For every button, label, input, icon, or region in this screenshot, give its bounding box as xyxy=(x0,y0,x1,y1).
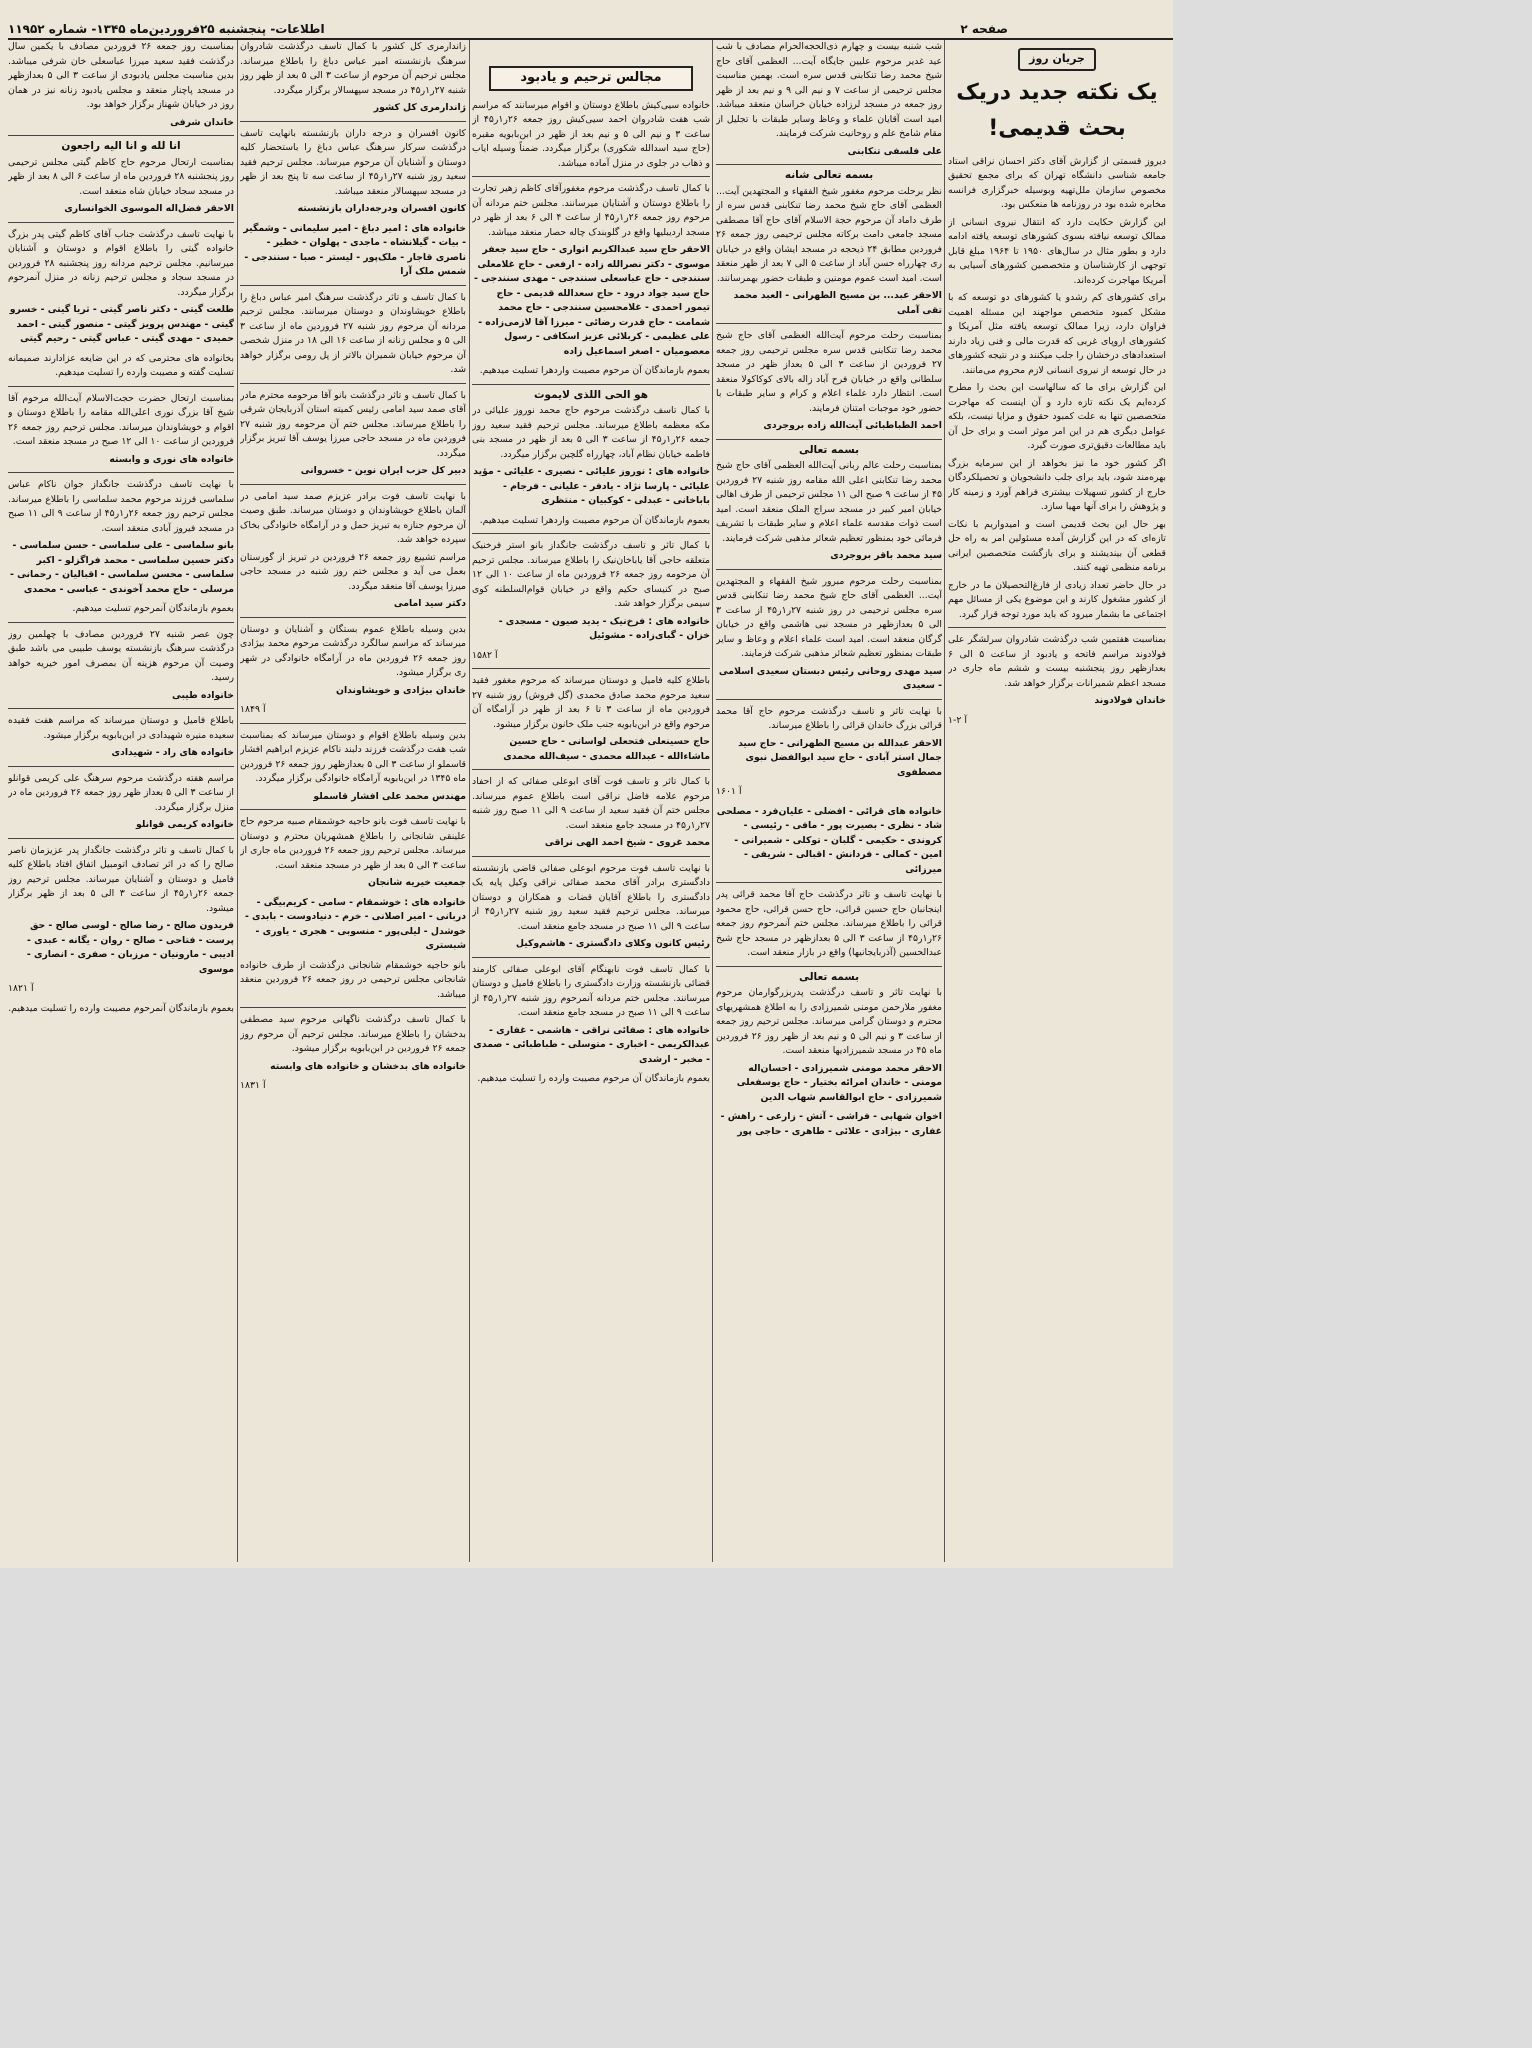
family-names: خانواده های قرائی - افضلی - علیان‌فرد - مصلحی شاد - نظری - بصیرت پور - مافی - رئیسی - کروندی - حکیمی - گلبان - توکلی - شمیرانی - امین - کمالی - فردانش - اقبالی - شریفی - میرزائی xyxy=(716,805,942,875)
notice-divider xyxy=(472,957,710,961)
notice-signature: سید مهدی روحانی رئیس دبستان سعیدی اسلامی - سعیدی xyxy=(718,665,942,691)
notice-divider xyxy=(8,386,234,390)
condolence-note: بعموم بازماندگان آن مرحوم مصیبت وارده را تسلیت میدهیم. xyxy=(477,1073,710,1084)
notice-text: با نهایت تاسف درگذشت جناب آقای کاظم گیتی پدر بزرگ خانواده گیتی را باطلاع اقوام و دوستان و آشنایان میرسانیم. مجلس ترحیم مردانه روز پنجشنبه ۲۸ فروردین در مسجد سجاد و مجلس ترحیم زنانه در منزل آنمرحوم برگزار میگردد. xyxy=(8,228,234,298)
family-names: خانواده های : امیر دباغ - امیر سلیمانی - وشمگیر - بیات - گیلانشاه - ماجدی - پهلوان - خطیر - ناصری قاجار - ملک‌پور - لیستر - صبا - سنندجی - شمس ملک آرا xyxy=(243,222,466,277)
notice-signature: محمد غروی - شیخ احمد الهی نراقی xyxy=(544,837,710,848)
family-names: خانواده های : صفائی نراقی - هاشمی - غفاری - عبدالکریمی - اخباری - متوسلی - طباطبائی - صمدی - مخبر - ارشدی xyxy=(473,1024,710,1065)
family-names: فریدون صالح - رضا صالح - لوسی صالح - حق پرست - فتاحی - صالح - روان - یگانه - عبدی - ادیبی - مارونیان - مرزبان - صفری - انصاری - موسوی xyxy=(26,920,234,975)
notice-signature: الاحقر محمد مومنی شمیرزادی - احسان‌اله مومنی - خاندان امرائه بختیار - حاج یوسفعلی شمیرزادی - حاج ابوالقاسم شهاب الدین xyxy=(736,1062,942,1103)
notice-text: با نهایت تاثر و تاسف درگذشت مرحوم حاج آقا محمد قرائی بزرگ خاندان قرائی را باطلاع میرساند. xyxy=(716,705,942,731)
notice-text: با کمال تاسف و تاثر درگذشت بانو آقا مرحومه محترم مادر آقای صمد سید امامی رئیس کمیته استان آذربایجان شرقی را باطلاع میرساند. مجلس ختم آن مرحومه روز شنبه ۲۷ فروردین ماه در مسجد حاجی میرزا یوسف آقا تبریز برگزار میگردد. xyxy=(240,389,466,459)
notice-divider xyxy=(240,617,466,621)
notice-divider xyxy=(716,569,942,573)
notice-signature: خانواده های بدخشان و خانواده های وابسته xyxy=(270,1060,466,1072)
notice-heading: بسمه تعالی شانه xyxy=(716,164,942,183)
notice-text: بمناسبت رحلت مرحوم مبرور شیخ الفقهاء و المجتهدین آیت... العظمی آقای حاج شیخ محمد رضا تنکابنی قدس سره مجلس ترحیمی در روز شنبه ۲۷ر۱ر۴۵ از ساعت ۳ الی ۵ بعدازظهر در مسجد نبی هاشمی واقع در خیابان گرگان منعقد است. امید است علماء اعلام و وعاظ و سایر طبقات بمنظور تعظیم شعائر مذهبی شرکت فرمایند. xyxy=(716,575,942,659)
notice-signature: الاحقر حاج سید عبدالکریم انواری - حاج سید جعفر موسوی - دکتر نصرالله زاده - ارفعی - حاج غلامعلی سنندجی - حاج عباسعلی سنندجی - مهدی سنندجی - حاج سید جواد درود - حاج سعدالله قدیمی - حاج تیمور احمدی - غلامحسین سنندجی - حاج محمد شمامت - حاج قدرت رضائی - میرزا آقا لازمی‌زاده - علی عظیمی - کربلائی عزیز اسکافی - رسول معصومیان - اصغر اسماعیل زاده xyxy=(474,244,710,357)
family-names: طلعت گیتی - دکتر ناصر گیتی - ثریا گیتی - خسرو گیتی - مهندس پرویز گیتی - منصور گیتی - احمد حمیدی - مهدی گیتی - عباس گیتی - رحیم گیتی xyxy=(9,304,234,344)
notice-signature: کانون افسران ودرجه‌داران بازنشسته xyxy=(297,203,466,214)
notice-divider xyxy=(472,769,710,773)
memorial-notice: بمناسبت هفتمین شب درگذشت شادروان سرلشگر علی فولادوند مراسم فاتحه و یادبود از ساعت ۵ الی ۶ بعدازظهر روز پنجشنبه بیست و ششم ماه جاری در مسجد اعظم شمیرانات برگزار خواهد شد. xyxy=(948,634,1166,689)
notice-text: بمناسبت ارتحال حضرت حجت‌الاسلام آیت‌الله مرحوم آقا شیخ آقا بزرگ نوری اعلی‌الله مقامه را باطلاع دوستان و اقوام و خویشاوندان میرساند. مجلس ترحیم روز جمعه ۲۶ فروردین از ساعت ۱۰ الی ۱۲ صبح در مسجد منعقد است. xyxy=(8,392,234,447)
notice-text: با کمال تاسف و تاثر درگذشت جانگداز پدر عزیزمان ناصر صالح را که در اثر تصادف اتومبیل اتفاق افتاد باطلاع کلیه فامیل و دوستان و آشنایان میرساند. مجلس ترحیم روز جمعه ۲۶ر۱ر۴۵ از ساعت ۳ الی ۵ بعد از ظهر برگزار میشود. xyxy=(8,844,234,914)
notice-text: با نهایت تاثر و تاسف درگذشت پدربزرگوارمان مرحوم مغفور ملارحمن مومنی شمیرزادی را به اطلاع همشهریهای محترم و دوستان گرامی میرساند. مجلس ترحیم روز جمعه از ساعت ۳ و نیم الی ۵ و نیم بعد از ظهر روز ۲۶ فروردین ماه ۴۵ در مسجد شمیرزادیها منعقد است. xyxy=(716,987,942,1056)
notice-text: با نهایت تاسف و تاثر درگذشت حاج آقا محمد قرائی پدر اینجانبان حاج حسین قرائی، حاج حسن قرائی، حاج محمود قرائی را باطلاع میرساند. مجلس ختم آنمرحوم روز جمعه ۲۶ر۱ر۴۵ از ساعت ۳ الی ۵ بعدازظهر در مسجد حاج شیخ عبدالحسین (آذربایجانیها) واقع در بازار منعقد است. xyxy=(716,889,942,958)
notice-text: شب شنبه بیست و چهارم ذی‌الحجه‌الحرام مصادف با شب عید غدیر مرحوم علیین جایگاه آیت... العظمی آقای حاج شیخ محمد رضا تنکابنی قدس سره است. بهمین مناسبت مجلس ترحیمی از ساعت ۷ و نیم الی ۹ و نیم بعد از ظهر روز جمعه در مسجد لرزاده خیابان خراسان منعقد میباشد. امید است آقایان علماء و وعاظ وسایر طبقات با تجلیل از مقام شامخ علم و روحانیت شرکت فرمایند. xyxy=(716,41,942,139)
condolence-note: بخانواده های محترمی که در این ضایعه عزادارند صمیمانه تسلیت گفته و مصیبت وارده را تسلیت میدهیم. xyxy=(8,352,234,378)
notice-number: آ ۱۶۰۱ xyxy=(716,786,742,797)
notice-signature: ژاندارمری کل کشور xyxy=(373,102,466,113)
notice-number: آ ۱۸۲۱ xyxy=(8,983,34,994)
column-divider xyxy=(944,40,945,1562)
notice-text: نظر برحلت مرحوم مغفور شیخ الفقهاء و المجتهدین آیت... العظمی آقای حاج شیخ محمد رضا تنکابنی قدس سره از طرف داماد آن مرحوم حجة الاسلام آقای حاج آقا مصطفی مسجد جامعی دامت برکاته مجلس ترحیمی روز جمعه ۲۶ فروردین مطابق ۲۴ ذیحجه در مسجد ایشان واقع در خیابان ری چهارراه حسن آباد از ساعت ۵ الی ۷ بعد از ظهر منعقد است. امید است عموم مومنین و طبقات حضور بهمرسانند. xyxy=(716,185,942,284)
notice-signature: خاندان فولادوند xyxy=(1094,695,1166,706)
section-badge: جریان روز xyxy=(1018,48,1096,71)
notice-divider xyxy=(472,668,710,672)
notice-divider xyxy=(8,472,234,476)
notice-divider xyxy=(240,484,466,488)
notice-divider xyxy=(240,809,466,813)
notice-text: با نهایت تاسف فوت بانو حاجیه خوشمقام صبیه مرحوم حاج علینقی شانجانی را باطلاع همشهریان محترم و دوستان میرساند. مجلس ترحیم روز جمعه ۲۶ فروردین ماه جاری از ساعت ۳ الی ۵ بعد از ظهر در مسجد منعقد است. xyxy=(240,816,466,871)
notice-text: با کمال تاسف فوت نابهنگام آقای ابوعلی صفائی کارمند قضائی بازنشسته وزارت دادگستری را باطلاع فامیل و دوستان میرسانند. مجلس ختم مردانه آنمرحوم روز شنبه ۲۷ر۱ر۴۵ از ساعت ۹ الی ۱۱ صبح در مسجد جامع منعقد است. xyxy=(472,963,710,1018)
notice-text: با کمال تاسف درگذشت ناگهانی مرحوم سید مصطفی بدخشان را باطلاع میرساند. مجلس ترحیم آن مرحوم روز جمعه ۲۶ فروردین در ابن‌بابویه برگزار میشود. xyxy=(240,1014,466,1054)
notice-divider xyxy=(8,622,234,626)
notice-divider xyxy=(240,285,466,289)
notice-signature: جمعیت خیریه شانجان xyxy=(368,877,466,888)
notices-column-3 xyxy=(472,40,710,1562)
notice-text: باطلاع فامیل و دوستان میرساند که مراسم هفت فقیده سعیده منیره شهیدادی در ابن‌بابویه برگزار میشود. xyxy=(8,715,234,741)
editorial-paragraph: این گزارش برای ما که سالهاست این بحث را مطرح کرده‌ایم یک نکته تازه دارد و آن اینست که مهاجرت متخصصین تنها به علت کمبود حقوق و مزایا نیست، بلکه عوامل دیگری هم در این امر موثر است و برای حل آن باید مطالعات دقیق‌تری صورت گیرد. xyxy=(948,382,1166,451)
notice-divider xyxy=(240,723,466,727)
notice-text: بدین وسیله باطلاع عموم بستگان و آشنایان و دوستان میرساند که مراسم سالگرد درگذشت مرحوم محمد بیژادی روز جمعه ۲۶ فروردین ماه در آرامگاه خانوادگی در شهر ری برگزار میشود. xyxy=(240,623,466,678)
notice-divider xyxy=(8,766,234,770)
notice-text: با کمال تاسف و تاثر درگذشت سرهنگ امیر عباس دباغ را باطلاع خویشاوندان و دوستان میرسانند. مجلس ترحیم مردانه آن مرحوم روز شنبه ۲۷ فروردین ماه از ساعت ۳ الی ۵ و مجلس زنانه از ساعت ۱۶ الی ۱۸ در منزل شخصی آن مرحوم خیابان شمیران بالاتر از پل رومی برگزار خواهد شد. xyxy=(240,291,466,375)
condolence-note: بعموم بازماندگان آن مرحوم مصیبت واردهرا تسلیت میدهیم. xyxy=(479,365,710,376)
notice-text: بمناسبت ارتحال مرحوم حاج کاظم گیتی مجلس ترحیمی روز پنجشنبه ۲۸ فروردین ماه از ساعت ۶ الی ۸ بعد از ظهر در مسجد سجاد خیابان شاه منعقد است. xyxy=(8,156,234,197)
notice-number: آ ۱۸۳۱ xyxy=(240,1080,266,1091)
notice-signature: مهندس محمد علی افشار قاسملو xyxy=(313,790,466,802)
notice-text: با کمال تاسف درگذشت مرحوم مغفورآقای کاظم زهیر تجارت را باطلاع دوستان و آشنایان میرسانند. مجلس ختم مردانه آن مرحوم روز جمعه ۲۶ر۱ر۴۵ از ساعت ۴ الی ۶ بعد از ظهر در مسجد اردیبلیها واقع در گلوبندک چاله حصار منعقد میباشد. xyxy=(472,183,710,238)
notice-divider xyxy=(948,627,1166,631)
notice-signature: حاج حسینعلی فتحعلی لواسانی - حاج حسین ماشاءالله - عبدالله محمدی - سیف‌الله محمدی xyxy=(503,736,710,762)
family-names: خانواده های : خوشمقام - سامی - کریم‌بیگی - دربانی - امیر اصلانی - خرم - دنیادوست - بابدی - خوشدل - لیلی‌پور - منسوبی - هجری - یاوری - شبستری xyxy=(244,896,466,951)
notice-text: باطلاع کلیه فامیل و دوستان میرساند که مرحوم مغفور فقید سعید مرحوم محمد صادق محمدی (گل فروش) روز شنبه ۲۷ فروردین ماه از ساعت ۳ تا ۶ بعد از ظهر در آرامگاه آن مرحوم واقع در ابن‌بابویه جنب ملک خانون برگزار میشود. xyxy=(472,675,710,730)
notice-text: بمناسبت رحلت مرحوم آیت‌الله العظمی آقای حاج شیخ محمد رضا تنکابنی قدس سره مجلس ترحیمی روز جمعه ۲۷ فروردین از ساعت ۳ الی ۵ بعداز ظهر در مسجد سلطانی واقع در خیابان فرح آباد زاله بالای کوکاکولا منعقد است. انتظار دارد علماء اعلام و کرام و سایر طبقات با حضور خود موجبات امتنان فرمایند. xyxy=(716,330,942,414)
notice-signature: الاحقر عبد... بن مسیح الطهرانی - العبد محمد تقی آملی xyxy=(733,290,942,316)
notice-heading: هو الحی اللذی لایموت xyxy=(472,384,710,403)
notice-text: با کمال تاسف درگذشت مرحوم حاج محمد نوروز علیائی در مکه معظمه باطلاع میرساند. مجلس ترحیم فقید سعید روز جمعه ۲۶ر۱ر۴۵ از ساعت ۳ الی ۵ بعد از ظهر در مسجد بنی فاطمه خیابان نظام آباد، چهارراه گلچین برگزار میگردد. xyxy=(472,405,710,460)
notice-divider xyxy=(8,708,234,712)
notices-column-4 xyxy=(240,40,466,1562)
editorial-paragraph: برای کشورهای کم رشدو یا کشورهای دو توسعه که با مشکل کمبود متخصص مواجهند این مسئله اهمیت فراوان دارد، زیرا ممالک توسعه یافته مثل آمریکا و کشورهای اروپای غربی که قدرت مالی و فنی زیاد دارند استعدادهای درخشان را جلب میکنند و در نتیجه کشورهای در حال توسعه از نیروی انسانی لازم محروم می‌مانند. xyxy=(948,292,1166,376)
editorial-paragraph: اگر کشور خود ما نیز بخواهد از این سرمایه بزرگ بهره‌مند شود، باید برای جلب دانشجویان و تحصیلکردگان خارج از کشور تسهیلات بیشتری فراهم آورد و زمینه کار و پژوهش را برای آنها مهیا سازد. xyxy=(948,457,1166,512)
notice-number: آ ۲-۱ xyxy=(948,714,967,726)
section-banner: مجالس ترحیم و یادبود xyxy=(489,66,693,91)
notice-text: بدین وسیله باطلاع اقوام و دوستان میرساند که بمناسبت شب هفت درگذشت فرزند دلبند ناکام عزیزم ابراهیم افشار قاسملو از ساعت ۳ الی ۵ بعدازظهر روز جمعه ۲۶ فروردین ماه ۱۳۴۵ در ابن‌بابویه آرامگاه خانوادگی برگزار میگردد. xyxy=(240,729,466,784)
condolence-note: بعموم بازماندگان آن مرحوم مصیبت واردهرا تسلیت میدهیم. xyxy=(479,514,710,526)
editorial-paragraph: بهر حال این بحث قدیمی است و امیدواریم با نکات تازه‌ای که در این گزارش آمده مسئولین امر به راه حل قطعی آن بیندیشند و برای بازگشت متخصصین ایرانی برنامه منظمی تهیه کنند. xyxy=(948,518,1166,573)
notice-number: آ ۱۵۸۲ xyxy=(472,649,498,661)
notice-text: با کمال تاثر و تاسف فوت آقای ابوعلی صفائی که از احفاد مرحوم علامه فاضل نراقی است باطلاع عموم میرساند. مجلس ختم آن فقید سعید از ساعت ۹ الی ۱۱ صبح روز شنبه ۲۷ر۱ر۴۵ در مسجد جامع منعقد است. xyxy=(472,776,710,831)
notice-text: کانون افسران و درجه داران بازنشسته بانهایت تاسف درگذشت سرکار سرهنگ عباس دباغ را باستحضار کلیه دوستان و آشنایان آن مرحوم میرساند. مجلس ترحیم فقید سعید روز شنبه ۲۷ر۱ر۴۵ از ساعت سه تا پنج بعد از ظهر در مسجد سپهسالار منعقد میباشد. xyxy=(240,127,466,197)
notice-text: بانو حاجیه خوشمقام شانجانی درگذشت از طرف خانواده شانجانی مجلس ترحیمی در روز جمعه ۲۶ فروردین منعقد میباشد. xyxy=(240,959,466,1000)
notice-divider xyxy=(240,121,466,125)
condolence-note: بعموم بازماندگان آنمرحوم مصیبت وارده را تسلیت میدهیم. xyxy=(8,1002,234,1014)
family-names: اخوان شهابی - فراشی - آتش - زارعی - راهش - غفاری - بیژادی - علائی - طاهری - حاجی پور xyxy=(720,1111,942,1137)
notice-signature: احمد الطباطبائی آیت‌الله زاده بروجردی xyxy=(763,420,942,431)
notice-divider xyxy=(716,323,942,327)
editorial-paragraph: دیروز قسمتی از گزارش آقای دکتر احسان نراقی استاد جامعه شناسی دانشگاه تهران که برای مجمع تحقیق مخصوص سازمان ملل‌تهیه وبوسیله خبرگزاری فرانسه مخابره شده بود در روزنامه ها منعکس بود. xyxy=(948,155,1166,210)
notice-text: با نهایت تاسف فوت مرحوم ابوعلی صفائی قاضی بازنشسته دادگستری برادر آقای محمد صفائی نراقی وکیل پایه یک دادگستری را باطلاع آقایان قضات و همکاران و دوستان میرساند. مجلس ترحیم فقید سعید روز شنبه ۲۷ر۱ر۴۵ از ساعت ۹ الی ۱۱ صبح در مسجد جامع منعقد است. xyxy=(472,862,710,932)
page-label: صفحه ۲ xyxy=(960,22,1008,36)
notice-text: با کمال تاثر و تاسف درگذشت جانگداز بانو استر فرخنیک متعلقه حاجی آقا یاباخان‌نیک را باطلاع میرساند. مجلس ترحیم آن مرحومه روز جمعه ۲۶ فروردین ماه از ساعت ۱۰ الی ۱۲ صبح در کنیسای حکیم واقع در خیابان قوام‌السلطنه کوی سیمی برگزار خواهد شد. xyxy=(472,540,710,609)
notice-text: بمناسبت روز جمعه ۲۶ فروردین مصادف با یکمین سال درگذشت فقید سعید میرزا عباسعلی خان شرفی میباشد. بدین مناسبت مجلس یادبودی از ساعت ۳ الی ۵ بعدازظهر در مسجد پاچنار منعقد و مجلس یادبود زنانه نیز در همان روز در خیابان شهناز برگزار خواهد بود. xyxy=(8,41,234,110)
editorial-column xyxy=(948,40,1166,1562)
notice-text: با نهایت تاسف فوت برادر عزیزم صمد سید امامی در آلمان باطلاع خویشاوندان و دوستان میرساند. طبق وصیت آن مرحوم جنازه به تبریز حمل و در آرامگاه خانوادگی بخاک سپرده خواهد شد. xyxy=(240,490,466,545)
notice-number: آ ۱۸۴۹ xyxy=(240,704,266,715)
column-divider xyxy=(712,40,713,1562)
notice-divider xyxy=(240,383,466,387)
family-names: خانواده های : فرخ‌نیک - یدید صیون - مسجدی - خزان - گبای‌زاده - مشوئیل xyxy=(498,615,710,641)
notice-signature: خاندان بیژادی و خویشاوندان xyxy=(336,684,466,696)
editorial-paragraph: در حال حاضر تعداد زیادی از فارغ‌التحصیلان ما در خارج از کشور مشغول کارند و این موضوع یکی از مسائل مهم اجتماعی ما بشمار میرود که باید مورد توجه قرار گیرد. xyxy=(948,579,1166,620)
notice-heading: بسمه تعالی xyxy=(716,439,942,458)
column-divider xyxy=(469,40,470,1562)
notice-signature: الاحقر فضل‌اله الموسوی الخوانساری xyxy=(64,203,234,214)
notice-divider xyxy=(472,176,710,180)
notice-signature: الاحقر عبدالله بن مسیح الطهرانی - حاج سید جمال استر آبادی - حاج سید ابوالفضل نبوی مصطفوی xyxy=(738,737,942,778)
notice-divider xyxy=(716,882,942,886)
masthead xyxy=(8,22,1008,38)
notice-signature: دکتر سید امامی xyxy=(393,598,466,609)
notice-text: زاندارمری کل کشور با کمال تاسف درگذشت شادروان سرهنگ بازنشسته امیر عباس دباغ را باطلاع میرساند. مجلس ترحیم آن مرحوم از ساعت ۳ الی ۵ بعد از ظهر روز شنبه ۲۷ر۱ر۴۵ در مسجد سپهسالار برگزار میگردد. xyxy=(240,41,466,96)
issue-info: اطلاعات- پنجشنبه ۲۵فروردین‌ماه ۱۳۴۵- شماره ۱۱۹۵۲ xyxy=(8,22,325,36)
notice-signature: رئیس کانون وکلای دادگستری - هاشم‌وکیل xyxy=(515,938,710,949)
notice-divider xyxy=(472,533,710,537)
notice-text: مراسم هفته درگذشت مرحوم سرهنگ علی کریمی قوانلو از ساعت ۳ الی ۵ بعداز ظهر روز جمعه ۲۶ فروردین ماه در منزل برگزار میگردد. xyxy=(8,772,234,813)
notice-divider xyxy=(716,699,942,703)
family-names: خانواده های : نوروز علیائی - نصیری - علیائی - مؤید علیائی - پارسا نژاد - یادفر - علیانی - فرجام - باباخانی - عبدلی - کوکبیان - منتظری xyxy=(473,466,710,506)
notice-signature: خانواده های راد - شهیدادی xyxy=(111,747,234,758)
notice-text: خانواده سیی‌کیش باطلاع دوستان و اقوام میرسانند که مراسم شب هفت شادروان احمد سیی‌کیش روز جمعه ۲۶ر۱ر۴۵ از ساعت ۳ و نیم الی ۵ و نیم بعد از ظهر در ابن‌بابویه مقبره (حاج سید اسدالله شکوری) برگزار میگردد. ضمناً وسیله ایاب و ذهاب در جلوی در منزل آماده میباشد. xyxy=(472,99,710,169)
condolence-note: بعموم بازماندگان آنمرحوم تسلیت میدهیم. xyxy=(72,603,234,614)
notices-column-2 xyxy=(716,40,942,1562)
notice-divider xyxy=(8,222,234,226)
notice-signature: خانواده کریمی قوانلو xyxy=(136,819,234,830)
notice-text: چون عصر شنبه ۲۷ فروردین مصادف با چهلمین روز درگذشت سرهنگ بازنشسته یوسف طبیبی می باشد طبق وصیت آن مرحوم هزینه آن بمصرف امور خیریه خواهد رسید. xyxy=(8,628,234,683)
notice-signature: سید محمد باقر بروجردی xyxy=(830,550,942,561)
notice-signature: خانواده طیبی xyxy=(172,689,234,701)
notices-column-5 xyxy=(8,40,234,1562)
notice-divider xyxy=(472,856,710,860)
notice-signature: خاندان شرفی xyxy=(170,116,234,128)
notice-text: با نهایت تاسف درگذشت جانگداز جوان ناکام عباس سلماسی فرزند مرحوم محمد سلماسی را باطلاع میرساند. مجلس ترحیم روز جمعه ۲۶ر۱ر۴۵ از ساعت ۹ الی ۱۱ صبح در مسجد فیروز آبادی منعقد است. xyxy=(8,479,234,534)
notice-signature: خانواده های نوری و وابسته xyxy=(109,453,234,465)
notice-signature: دبیر کل حزب ایران نوین - خسروانی xyxy=(300,465,466,476)
notice-heading: انا لله و انا الیه راجعون xyxy=(8,135,234,154)
notice-divider xyxy=(240,1007,466,1011)
notice-text: بمناسبت رحلت عالم ربانی آیت‌الله العظمی آقای حاج شیخ محمد رضا تنکابنی اعلی الله مقامه روز شنبه ۲۷ فروردین ۴۵ از ساعت ۹ صبح الی ۱۱ مجلس ترحیمی از طرف اهالی خیابان امیر کبیر در مسجد سراج الملک منعقد است. امید است ذوات مقدسه علماء اعلام و سایر طبقات با تشریف فرمائی خود بمنظور تعظیم شعائر مذهبی شرکت فرمایند. xyxy=(716,460,942,544)
column-divider xyxy=(237,40,238,1562)
editorial-title: یک نکته جدید دریک بحث قدیمی! xyxy=(956,79,1158,141)
notice-text: مراسم تشییع روز جمعه ۲۶ فروردین در تبریز از گورستان بعمل می آید و مجلس ختم روز شنبه در مسجد حاجی میرزا یوسف آقا منعقد میگردد. xyxy=(240,551,466,592)
family-names: بانو سلماسی - علی سلماسی - حسن سلماسی - دکتر حسین سلماسی - محمد فراگزلو - اکبر سلماسی - محسن سلماسی - اقبالیان - رحمانی - مرسلی - حاج محمد آخوندی - عباسی - محمدی xyxy=(10,540,234,595)
notice-signature: علی فلسفی تنکابنی xyxy=(847,145,942,157)
notice-divider xyxy=(8,838,234,842)
notice-heading: بسمه تعالی xyxy=(716,966,942,985)
editorial-paragraph: این گزارش حکایت دارد که انتقال نیروی انسانی از ممالک توسعه نیافته بسوی کشورهای توسعه یافته ادامه دارد و بطور مثال در سال‌های ۱۹۵۰ تا ۱۹۶۴ مبلغ قابل توجهی از کارشناسان و متخصصین کشورهای آسیایی به آمریکا مهاجرت کرده‌اند. xyxy=(948,216,1166,286)
